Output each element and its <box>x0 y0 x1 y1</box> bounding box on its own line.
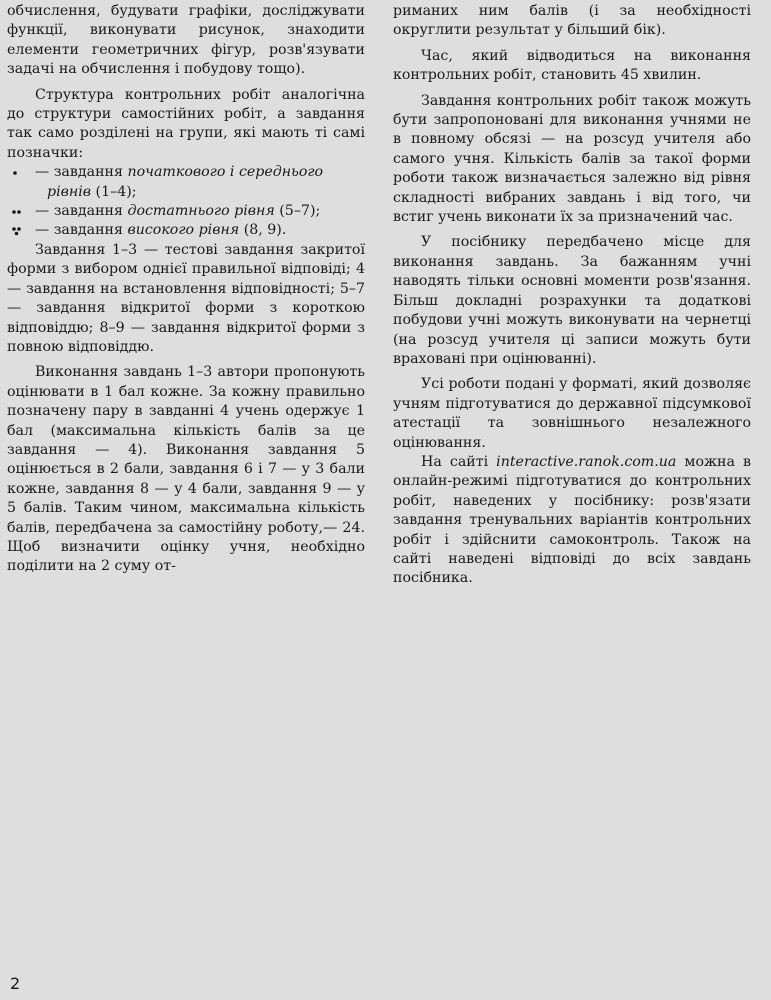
page-number: 2 <box>10 974 21 993</box>
paragraph-partial: Завдання контрольних робіт також можуть бути запропоновані для виконання учнями не в повному обсязі — на розсуд учителя або самого учня. Кількість балів за такої форми роботи також визначається залежно від рівня складності вибраних завдань і від того, чи встиг учень виконати їх за призначений час. <box>393 92 751 226</box>
two-dots-icon <box>11 202 33 221</box>
paragraph-task-types: Завдання 1–3 — тестові завдання закритої форми з вибором однієї правильної відповіді; 4 — завдання на встановлення відповідності; 5–7 — завдання відкритої форми з короткою відповіддю; 8–9 — завдання відкритої форми з повною відповіддю. <box>7 241 365 355</box>
left-column <box>7 2 365 577</box>
three-dots-icon <box>11 221 33 240</box>
paragraph-time: Час, який відводиться на виконання контрольних робіт, становить 45 хвилин. <box>393 47 751 84</box>
level-name: достатнього рівня <box>127 203 275 220</box>
one-dot-icon <box>11 163 33 182</box>
right-column <box>393 2 751 589</box>
paragraph-continuation: обчислення, будувати графіки, досліджувати функції, виконувати рисунок, знаходити елементи геометричних фігур, розв'язувати задачі на обчислення і побудову тощо). <box>7 3 365 78</box>
paragraph-continuation: риманих ним балів (і за необхідності округлити результат у більший бік). <box>393 3 751 39</box>
level-item-sufficient: — завдання достатнього рівня (5–7); <box>7 202 365 221</box>
paragraph-space: У посібнику передбачено місце для виконання завдань. За бажанням учні наводять тільки основні моменти розв'язання. Більш докладні розрахунки та додаткові побудови учні можуть виконувати на чернетці (на розсуд учителя ці записи можуть бути враховані при оцінюванні). <box>393 234 751 367</box>
difficulty-level-list <box>7 163 365 241</box>
paragraph-structure: Структура контрольних робіт аналогічна до структури самостійних робіт, а завдання так само розділені на групи, які мають ті самі позначки: <box>7 86 365 161</box>
level-name: високого рівня <box>127 222 240 239</box>
level-item-high: — завдання високого рівня (8, 9). <box>7 221 365 240</box>
paragraph-grading: Виконання завдань 1–3 автори пропонують оцінювати в 1 бал кожне. За кожну правильно позначену пару в завданні 4 учень одержує 1 бал (максимальна кількість балів за це завдання — 4). Виконання завдання 5 оцінюється в 2 бали, завдання 6 і 7 — у 3 бали кожне, завдання 8 — у 4 бали, завдання 9 — у 5 балів. Таким чином, максимальна кількість балів, передбачена за самостійну роботу,— 24. Щоб визначити оцінку учня, необхідно поділити на 2 суму от- <box>7 364 365 575</box>
level-name: початкового і середнього рівнів <box>47 164 324 200</box>
site-link[interactable]: interactive.ranok.com.ua <box>496 453 677 470</box>
paragraph-format: Усі роботи подані у форматі, який дозволяє учням підготуватися до державної підсумкової атестації та зовнішнього незалежного оцінювання. <box>393 376 751 451</box>
level-item-basic: — завдання початкового і середнього рівнів (1–4); <box>7 163 365 202</box>
paragraph-online: На сайті interactive.ranok.com.ua можна в онлайн-режимі підготуватися до контрольних робіт, наведених у посібнику: розв'язати завдання тренувальних варіантів контрольних робіт і здійснити самоконтроль. Також на сайті наведені відповіді до всіх завдань посібника. <box>393 453 751 587</box>
